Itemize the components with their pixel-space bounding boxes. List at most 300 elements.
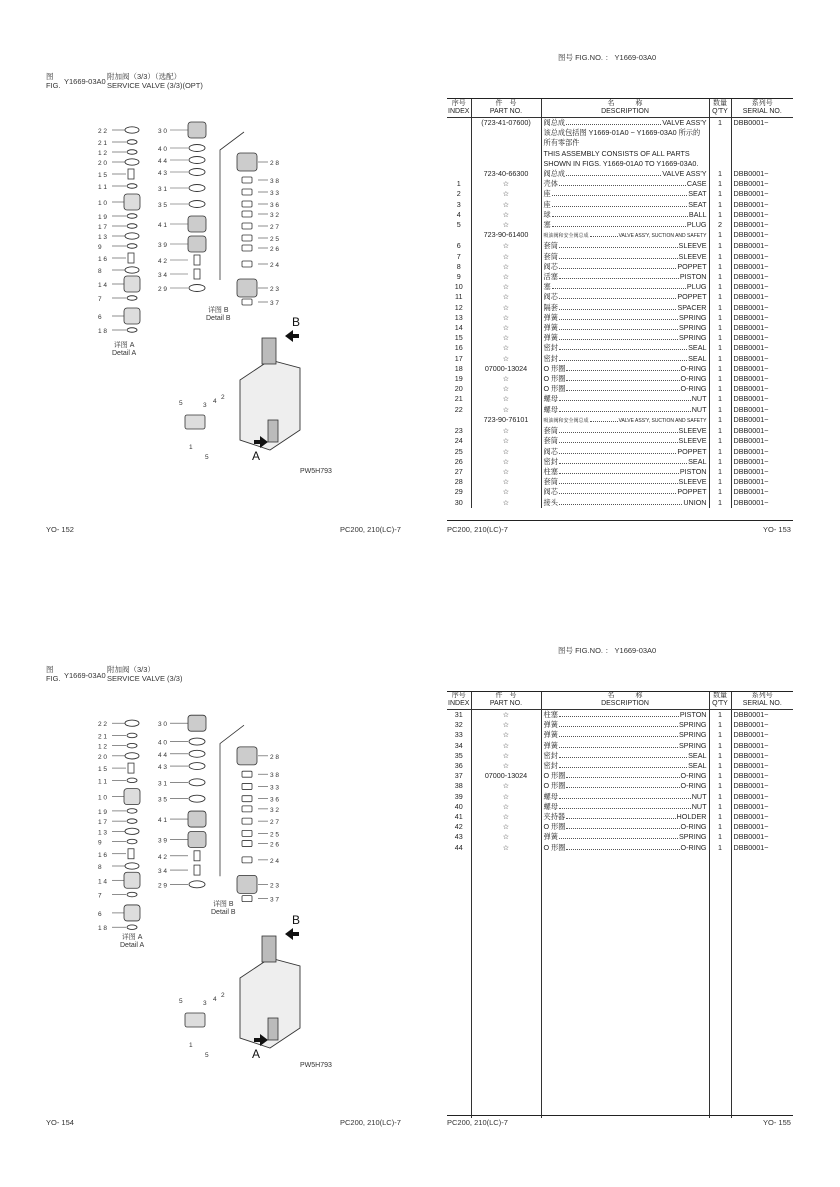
qty-cell: 1 [709,272,731,282]
ring-part [189,157,205,164]
arrow-b-icon [285,928,299,940]
callout-label: 1 6 [98,256,108,263]
ring-part [189,738,205,745]
ring-part [127,184,137,189]
callout-label: 6 [98,314,102,321]
index-cell: 39 [454,791,463,801]
description-en: NUT [691,791,707,801]
empty-cell [541,1037,709,1047]
empty-cell [471,1057,541,1067]
description-zh: 弹簧 [543,730,558,740]
empty-cell [447,1088,471,1098]
empty-cell [541,894,709,904]
callout-label: 4 4 [158,751,168,759]
part-no-cell: ☆ [471,802,541,812]
small-part [242,771,252,777]
table-row [447,741,793,751]
index-cell: 27 [454,466,463,476]
callout-label: 1 6 [98,851,108,859]
small-part [242,806,252,812]
table-row [447,374,793,384]
description-zh: 座 [543,199,551,209]
empty-cell [709,1088,731,1098]
qty-cell [709,159,731,169]
part-no-cell: ☆ [471,720,541,730]
spring-part [194,851,200,861]
qty-cell: 1 [709,771,731,781]
valve-cartridge-b [262,936,276,962]
col-index: 序号 INDEX [447,99,471,118]
description-zh: 柱塞 [543,710,558,719]
callout-label: 1 3 [98,234,108,241]
callout-label: 2 3 [270,286,280,293]
table-row [447,159,793,169]
description-cell [541,179,709,189]
description-cell [541,364,709,374]
description-cell [541,457,709,467]
serial-cell: DBB0001~ [731,415,793,426]
model-right: PC200, 210(LC)-7 [447,525,508,534]
description-en: O-RING [680,363,707,373]
empty-cell [471,985,541,995]
index-cell: 11 [455,292,463,302]
empty-cell [731,945,793,955]
empty-cell [541,863,709,873]
index-cell: 10 [454,282,463,292]
serial-cell: DBB0001~ [731,394,793,404]
part-no-cell: ☆ [471,252,541,262]
empty-cell [541,904,709,914]
index-cell: 43 [454,832,463,842]
description-en: VALVE ASS'Y [662,118,707,127]
ring-part [189,169,205,176]
valve-cartridge-a [268,1018,278,1040]
part-no-cell: ☆ [471,292,541,302]
ring-part [189,201,205,208]
description-zh: 密封 [543,750,558,760]
ring-part [125,267,139,273]
small-part [242,189,252,195]
index-cell: 20 [454,384,463,394]
empty-cell [541,996,709,1006]
serial-cell: DBB0001~ [731,477,793,487]
callout-label: 3 1 [158,186,168,193]
description-cell [541,354,709,364]
description-zh: 套筒 [543,477,558,487]
ring-part [189,779,205,786]
table-row [447,487,793,497]
description-cell [541,730,709,740]
callout-label: 1 2 [98,150,108,157]
empty-cell [731,996,793,1006]
qty-cell: 1 [709,241,731,251]
detail-a-label [112,340,136,357]
index-cell: 15 [454,333,463,343]
model-right: PC200, 210(LC)-7 [447,1118,508,1127]
description-cell [541,487,709,497]
empty-cell [541,1016,709,1026]
description-en: PISTON [679,466,707,476]
empty-cell [471,1037,541,1047]
qty-cell: 1 [709,720,731,730]
callout-label: 1 9 [98,214,108,221]
detail-a-en: Detail A [120,942,145,949]
description-cell [541,313,709,323]
index-cell: 28 [454,477,463,487]
serial-cell: DBB0001~ [731,741,793,751]
qty-cell: 1 [709,447,731,457]
callout-label: 4 3 [158,764,168,772]
empty-cell [471,924,541,934]
table-row [447,426,793,436]
description-zh: 阀芯 [543,261,558,271]
description-cell [541,374,709,384]
small-part [242,299,252,305]
fig-label-en: FIG. [46,674,61,683]
serial-cell: DBB0001~ [731,179,793,189]
ring-part [127,244,137,249]
qty-cell: 1 [709,822,731,832]
empty-cell [731,1067,793,1077]
index-cell [447,118,471,129]
qty-cell: 1 [709,323,731,333]
exploded-diagram-top [90,120,340,463]
ring-part [127,839,137,844]
sleeve-part [237,747,257,765]
empty-cell [709,1016,731,1026]
description-en: PISTON [679,710,707,719]
col-serial: 系列号 SERIAL NO. [731,99,793,118]
description-cell [541,394,709,404]
index-cell: 31 [454,710,463,719]
qty-cell: 1 [709,781,731,791]
empty-cell [709,934,731,944]
description-en: PISTON [679,272,707,282]
index-cell: 40 [454,801,463,811]
description-zh: 螺母 [543,801,558,811]
table-row [447,333,793,343]
serial-cell: DBB0001~ [731,781,793,791]
description-zh: O 形圈 [543,374,566,384]
callout-label: 1 [189,1042,193,1049]
empty-cell [731,1026,793,1036]
sleeve-part [188,122,206,138]
empty-cell [709,955,731,965]
description-cell [541,220,709,230]
table-row [447,771,793,781]
callout-label: 1 0 [98,200,108,207]
empty-cell [731,1047,793,1057]
ring-part [189,795,205,802]
description-cell [541,498,709,508]
table-row [447,272,793,282]
qty-cell: 1 [709,262,731,272]
description-en: O-RING [680,842,707,852]
callout-label: 8 [98,268,102,275]
empty-cell [447,1047,471,1057]
empty-cell [541,1088,709,1098]
description-en: HOLDER [676,812,707,822]
callout-label: 3 0 [158,128,168,135]
description-zh: O 形圈 [543,384,566,394]
index-cell: 26 [454,456,463,466]
part-no-cell: ☆ [471,741,541,751]
sleeve-part [124,276,140,292]
description-en: UNION [683,497,707,507]
detail-b-label [211,899,236,916]
empty-cell [541,1026,709,1036]
empty-cell [541,1057,709,1067]
qty-cell: 1 [709,333,731,343]
callout-label: 3 9 [158,242,168,249]
ring-part [125,127,139,133]
qty-cell: 1 [709,405,731,415]
table-row [447,292,793,302]
empty-cell [731,955,793,965]
description-zh: O 形圈 [543,842,566,852]
sleeve-part [188,715,206,731]
empty-cell [541,985,709,995]
detail-a-en: Detail A [112,350,137,357]
empty-cell [731,975,793,985]
empty-row [447,1016,793,1026]
description-en: NUT [691,394,707,404]
description-en: CASE [686,179,707,189]
serial-cell: DBB0001~ [731,436,793,446]
empty-cell [447,1067,471,1077]
empty-cell [447,1057,471,1067]
callout-label: 4 1 [158,817,168,825]
part-no-cell: ☆ [471,487,541,497]
empty-cell [471,934,541,944]
table-row [447,138,793,148]
description-en: SLEEVE [678,436,707,446]
part-no-cell: ☆ [471,467,541,477]
label-a: A [252,1047,261,1061]
serial-cell: DBB0001~ [731,272,793,282]
description-zh: 隔套 [543,302,558,312]
table-row [447,230,793,241]
table-row [447,343,793,353]
serial-cell: DBB0001~ [731,802,793,812]
small-part [242,896,252,902]
description-cell [541,751,709,761]
description-cell [541,252,709,262]
detail-a-zh: 详图 A [113,342,135,349]
part-no-cell: 07000-13024 [471,364,541,374]
callout-label: 2 8 [270,753,280,761]
callout-label: 8 [98,864,102,871]
serial-cell: DBB0001~ [731,189,793,199]
empty-cell [471,1077,541,1087]
qty-cell: 1 [709,343,731,353]
serial-cell: DBB0001~ [731,374,793,384]
description-en: O-RING [680,781,707,791]
part-no-cell: ☆ [471,812,541,822]
callout-label: 1 3 [98,829,108,837]
callout-label: 3 [203,1000,207,1007]
description-zh: 弹簧 [543,720,558,730]
description-cell [541,303,709,313]
ring-part [189,185,205,192]
small-part [242,783,252,789]
empty-cell [541,1098,709,1108]
part-no-cell: ☆ [471,751,541,761]
small-part [242,211,252,217]
description-cell [541,292,709,302]
part-no-cell: ☆ [471,354,541,364]
fig-title [107,665,182,683]
callout-label: 1 5 [98,172,108,179]
table-row [447,812,793,822]
serial-cell [731,138,793,148]
table-row [447,149,793,159]
empty-cell [471,965,541,975]
index-cell: 32 [454,720,463,730]
qty-cell: 1 [709,169,731,179]
callout-label: 2 5 [270,236,280,243]
callout-label: 4 [213,996,217,1003]
empty-cell [541,975,709,985]
small-part [242,830,252,836]
col-index: 序号 INDEX [447,691,471,710]
index-cell: 4 [456,209,461,219]
sleeve-part [124,789,140,805]
index-cell: 6 [456,241,461,251]
callout-label: 2 1 [98,140,108,147]
description-cell [541,230,709,241]
empty-row [447,1108,793,1118]
table-row [447,210,793,220]
qty-cell: 1 [709,394,731,404]
col-serial: 系列号 SERIAL NO. [731,691,793,710]
empty-cell [447,853,471,863]
empty-cell [471,873,541,883]
description-en: BALL [688,209,707,219]
serial-cell [731,128,793,138]
part-no-cell: ☆ [471,710,541,721]
callout-label: 3 2 [270,212,280,219]
callout-label: 3 4 [158,272,168,279]
empty-cell [709,975,731,985]
small-part [242,818,252,824]
ring-part [125,159,139,165]
description-cell [541,720,709,730]
description-zh: O 形圈 [543,363,566,373]
table-row [447,323,793,333]
col-description: 名 称 DESCRIPTION [541,691,709,710]
table-row [447,262,793,272]
empty-cell [709,945,731,955]
empty-cell [447,1037,471,1047]
table-row [447,802,793,812]
model-left: PC200, 210(LC)-7 [340,1118,401,1127]
callout-label: 3 6 [270,202,280,209]
empty-cell [709,996,731,1006]
description-en: O-RING [680,771,707,781]
description-zh: 密封 [543,353,558,363]
ring-part [189,750,205,757]
spring-part [128,169,134,179]
fig-no-right: 图号 FIG.NO. ： Y1669-03A0 [558,53,657,62]
part-no-cell: (723-41-07600) [471,118,541,129]
table-row [447,252,793,262]
description-zh: 塞 [543,220,551,230]
small-part [242,857,252,863]
table-row [447,282,793,292]
callout-label: 3 [203,402,207,409]
serial-cell: DBB0001~ [731,843,793,853]
empty-cell [731,1057,793,1067]
serial-cell: DBB0001~ [731,313,793,323]
serial-cell: DBB0001~ [731,771,793,781]
callout-label: 7 [98,296,102,303]
empty-cell [541,945,709,955]
empty-cell [709,1057,731,1067]
label-a: A [252,449,261,463]
index-cell [447,230,471,241]
index-cell: 14 [454,323,463,333]
empty-row [447,1006,793,1016]
serial-cell: DBB0001~ [731,323,793,333]
model-left: PC200, 210(LC)-7 [340,525,401,534]
description-zh: 座 [543,189,551,199]
qty-cell: 1 [709,282,731,292]
description-en: PLUG [686,282,707,292]
col-description: 名 称 DESCRIPTION [541,99,709,118]
empty-cell [471,1026,541,1036]
fig-heading-top [46,72,61,90]
empty-cell [447,934,471,944]
label-b: B [292,315,301,329]
sleeve-part [124,308,140,324]
index-cell: 19 [454,374,463,384]
qty-cell: 1 [709,710,731,721]
empty-cell [541,1077,709,1087]
description-cell [541,323,709,333]
empty-cell [709,924,731,934]
part-no-cell: ☆ [471,210,541,220]
empty-cell [731,1037,793,1047]
ring-part [127,809,137,814]
empty-cell [709,853,731,863]
qty-cell: 1 [709,802,731,812]
qty-cell: 1 [709,354,731,364]
serial-cell: DBB0001~ [731,262,793,272]
serial-cell: DBB0001~ [731,384,793,394]
description-en: SEAL [688,750,707,760]
index-cell [447,128,471,138]
qty-cell: 1 [709,313,731,323]
ring-part [125,720,139,726]
description-zh: 螺母 [543,404,558,414]
part-no-cell: ☆ [471,384,541,394]
fig-label-en: FIG. [46,81,61,90]
serial-cell: DBB0001~ [731,467,793,477]
part-no-cell: ☆ [471,303,541,313]
empty-cell [709,965,731,975]
empty-cell [709,1108,731,1118]
description-cell [541,822,709,832]
page-number-right: YO- 155 [763,1118,791,1127]
fig-title-zh: 附加阀（3/3）（选配） [107,72,182,81]
qty-cell: 1 [709,426,731,436]
empty-row [447,934,793,944]
ring-part [189,763,205,770]
description-zh: 阀芯 [543,487,558,497]
description-zh: 夹持器 [543,812,566,822]
description-zh: 螺母 [543,394,558,404]
